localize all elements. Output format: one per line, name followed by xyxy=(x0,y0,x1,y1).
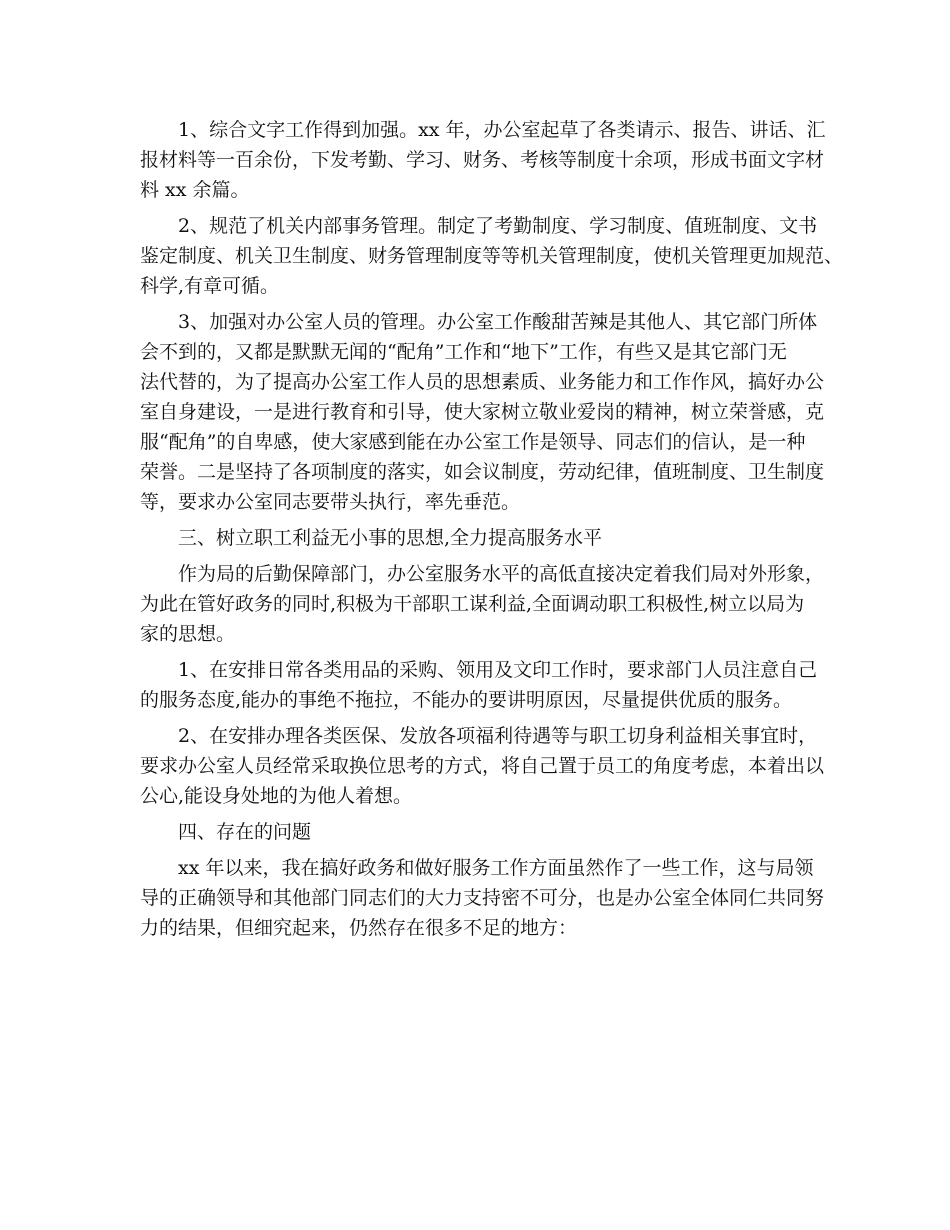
text-line: xx 年以来，我在搞好政务和做好服务工作方面虽然作了一些工作，这与局领 xyxy=(178,857,814,879)
section-heading-problems xyxy=(140,817,830,847)
text-line: 四、存在的问题 xyxy=(178,821,312,843)
text-line: 导的正确领导和其他部门同志们的大力支持密不可分，也是办公室全体同仁共同努 xyxy=(140,887,825,909)
text-line: 要求办公室人员经常采取换位思考的方式，将自己置于员工的角度考虑，本着出以 xyxy=(140,755,825,777)
text-line: 2、规范了机关内部事务管理。制定了考勤制度、学习制度、值班制度、文书 xyxy=(178,215,818,237)
paragraph-welfare xyxy=(140,721,830,811)
paragraph-service-intro xyxy=(140,559,830,649)
text-line: 鉴定制度、机关卫生制度、财务管理制度等等机关管理制度，使机关管理更加规范、 xyxy=(140,245,844,267)
text-line: 力的结果，但细究起来，仍然存在很多不足的地方： xyxy=(140,917,578,939)
text-line: 作为局的后勤保障部门，办公室服务水平的高低直接决定着我们局对外形象， xyxy=(178,563,825,585)
text-line: 3、加强对办公室人员的管理。办公室工作酸甜苦辣是其他人、其它部门所体 xyxy=(178,311,818,333)
text-line: 服“配角”的自卑感，使大家感到能在办公室工作是领导、同志们的信认，是一种 xyxy=(140,431,806,453)
paragraph-problems-intro xyxy=(140,853,830,943)
text-line: 料 xx 余篇。 xyxy=(140,179,250,201)
text-line: 2、在安排办理各类医保、发放各项福利待遇等与职工切身利益相关事宜时， xyxy=(178,725,818,747)
text-line: 1、在安排日常各类用品的采购、领用及文印工作时，要求部门人员注意自己 xyxy=(178,659,818,681)
paragraph-internal-affairs xyxy=(140,211,844,301)
text-line: 科学,有章可循。 xyxy=(140,275,280,297)
text-line: 荣誉。二是坚持了各项制度的落实，如会议制度，劳动纪律，值班制度、卫生制度 xyxy=(140,461,825,483)
text-line: 的服务态度,能办的事绝不拖拉，不能办的要讲明原因，尽量提供优质的服务。 xyxy=(140,689,793,711)
paragraph-daily-supplies xyxy=(140,655,830,715)
text-line: 家的思想。 xyxy=(140,623,236,645)
text-line: 1、综合文字工作得到加强。xx 年，办公室起草了各类请示、报告、讲话、汇 xyxy=(178,119,826,141)
document-body xyxy=(140,115,844,949)
text-line: 三、树立职工利益无小事的思想,全力提高服务水平 xyxy=(178,527,603,549)
paragraph-staff-management xyxy=(140,307,830,517)
text-line: 等，要求办公室同志要带头执行，率先垂范。 xyxy=(140,491,521,513)
text-line: 室自身建设，一是进行教育和引导，使大家树立敬业爱岗的精神，树立荣誉感，克 xyxy=(140,401,825,423)
text-line: 为此在管好政务的同时,积极为干部职工谋利益,全面调动职工积极性,树立以局为 xyxy=(140,593,805,615)
text-line: 公心,能设身处地的为他人着想。 xyxy=(140,785,413,807)
text-line: 会不到的，又都是默默无闻的“配角”工作和“地下”工作，有些又是其它部门无 xyxy=(140,341,787,363)
text-line: 法代替的，为了提高办公室工作人员的思想素质、业务能力和工作作风，搞好办公 xyxy=(140,371,825,393)
text-line: 报材料等一百余份，下发考勤、学习、财务、考核等制度十余项，形成书面文字材 xyxy=(140,149,825,171)
section-heading-service xyxy=(140,523,830,553)
paragraph-writing-work xyxy=(140,115,830,205)
